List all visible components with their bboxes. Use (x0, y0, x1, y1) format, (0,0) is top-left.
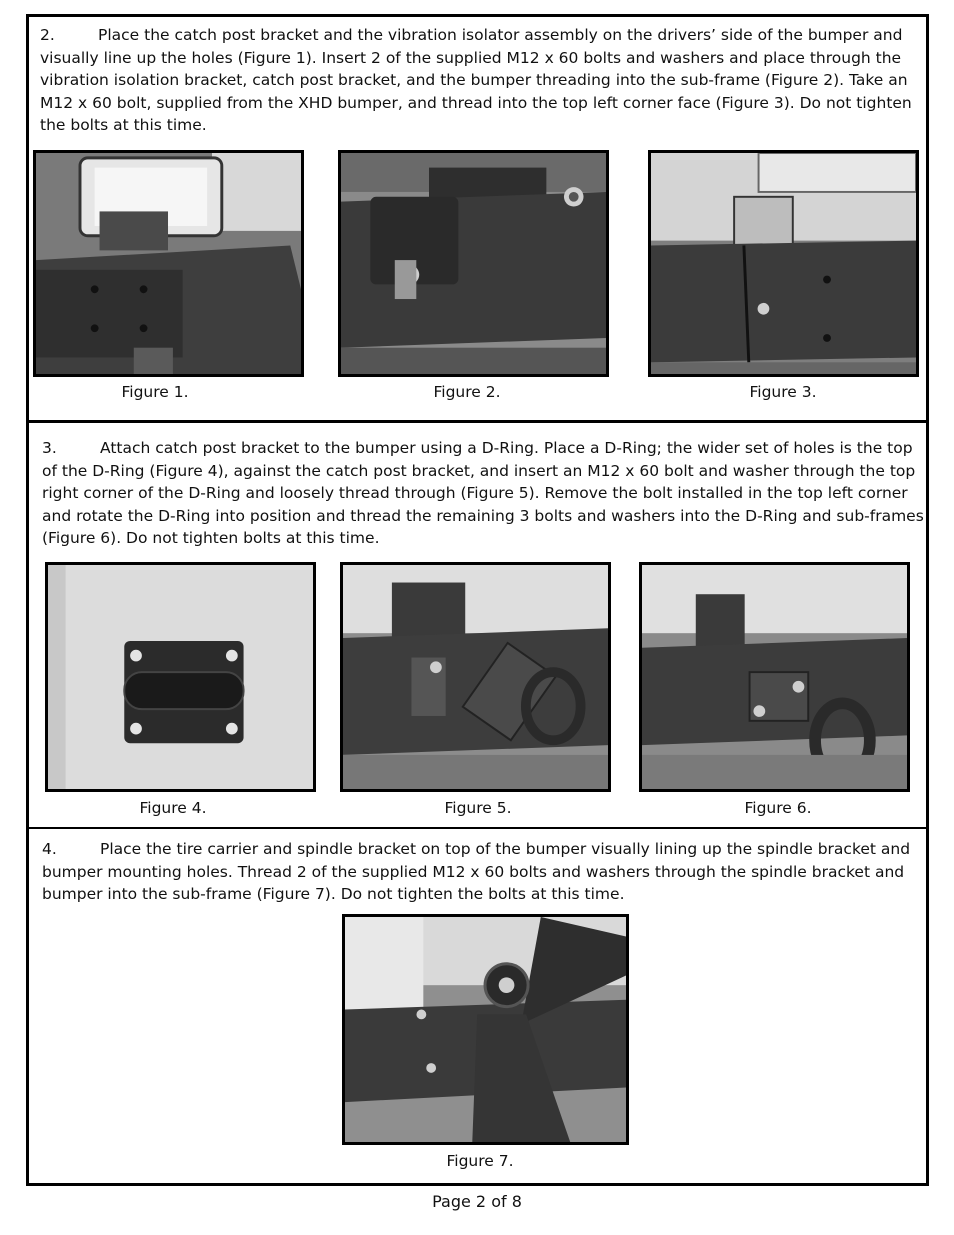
figure-2-photo (338, 150, 609, 377)
figure-3-photo (648, 150, 919, 377)
figure-1-caption: Figure 1. (121, 383, 189, 401)
figure-6-photo (639, 562, 910, 792)
figure-5-photo (340, 562, 611, 792)
step-2-text (40, 24, 920, 137)
figure-7-photo (342, 914, 629, 1145)
step-4-text (42, 838, 924, 906)
step-body: Place the catch post bracket and the vibration isolator assembly on the drivers’ side of the bumper and visually line up the holes (Figure 1). Insert 2 of the supplied M12 x 60 bolts and washers and place through the vibration isolation bracket, catch post bracket, and the bumper threading into the sub-frame (Figure 2). Take an M12 x 60 bolt, supplied from the XHD bumper, and thread into the top left corner face (Figure 3). Do not tighten the bolts at this time. (40, 26, 912, 135)
section-divider (26, 827, 928, 829)
figure-5-caption: Figure 5. (444, 799, 512, 817)
step-body: Attach catch post bracket to the bumper using a D-Ring. Place a D-Ring; the wider set of holes is the top of the D-Ring (Figure 4), against the catch post bracket, and insert an M12 x 60 bolt and washer through the top right corner of the D-Ring and loosely thread through (Figure 5). Remove the bolt installed in the top left corner and rotate the D-Ring into position and thread the remaining 3 bolts and washers into the D-Ring and sub-frames (Figure 6). Do not tighten bolts at this time. (42, 439, 924, 548)
section-divider (26, 420, 928, 423)
figure-1-photo (33, 150, 304, 377)
figure-7-caption: Figure 7. (446, 1152, 514, 1170)
figure-6-caption: Figure 6. (744, 799, 812, 817)
figure-4-caption: Figure 4. (139, 799, 207, 817)
step-3-text (42, 437, 924, 550)
figure-2-caption: Figure 2. (433, 383, 501, 401)
step-number: 2. (40, 26, 55, 44)
figure-4-photo (45, 562, 316, 792)
page-number: Page 2 of 8 (432, 1192, 522, 1211)
step-number: 3. (42, 439, 57, 457)
step-number: 4. (42, 840, 57, 858)
step-body: Place the tire carrier and spindle bracket on top of the bumper visually lining up the spindle bracket and bumper mounting holes. Thread 2 of the supplied M12 x 60 bolts and washers through the spindle bracket and bumper into the sub-frame (Figure 7). Do not tighten the bolts at this time. (42, 840, 911, 904)
figure-3-caption: Figure 3. (749, 383, 817, 401)
